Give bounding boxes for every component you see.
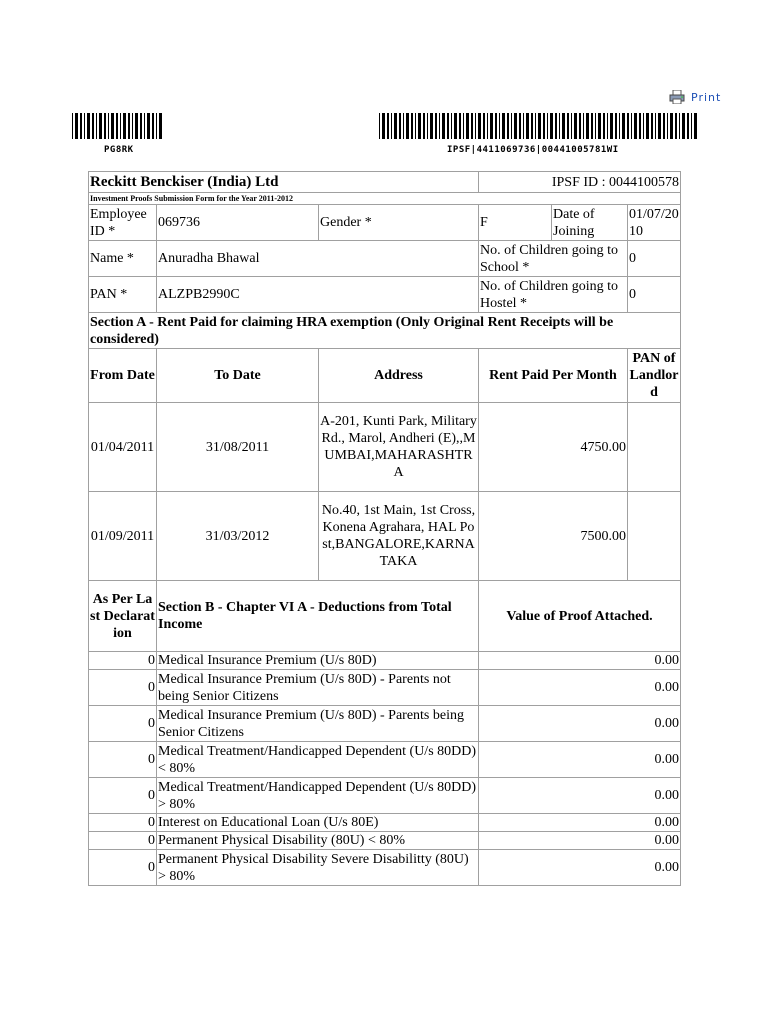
hostel-children-value: 0: [628, 277, 681, 313]
deduction-desc: Medical Treatment/Handicapped Dependent (U/s 80DD) > 80%: [157, 778, 479, 814]
form-title: Investment Proofs Submission Form for the Year 2011-2012: [89, 193, 681, 205]
barcode-left: [72, 113, 162, 139]
gender-value: F: [479, 205, 552, 241]
school-children-label: No. of Children going to School *: [479, 241, 628, 277]
deduction-row: [89, 832, 681, 850]
deduction-desc: Medical Treatment/Handicapped Dependent (U/s 80DD) < 80%: [157, 742, 479, 778]
deduction-last: 0: [89, 670, 157, 706]
rent-to: 31/08/2011: [157, 403, 319, 492]
print-link[interactable]: [669, 90, 721, 104]
deduction-last: 0: [89, 742, 157, 778]
rent-address: No.40, 1st Main, 1st Cross, Konena Agrahara, HAL Post,BANGALORE,KARNATAKA: [319, 492, 479, 581]
print-label: Print: [691, 90, 722, 104]
rent-landlord-pan: [628, 492, 681, 581]
rent-row: [89, 492, 681, 581]
name-value: Anuradha Bhawal: [157, 241, 479, 277]
hostel-children-label: No. of Children going to Hostel *: [479, 277, 628, 313]
deduction-value: 0.00: [479, 670, 681, 706]
header-to-date: To Date: [157, 349, 319, 403]
rent-from: 01/04/2011: [89, 403, 157, 492]
header-proof-value: Value of Proof Attached.: [479, 581, 681, 652]
deduction-value: 0.00: [479, 706, 681, 742]
deduction-row: [89, 814, 681, 832]
deduction-last: 0: [89, 706, 157, 742]
deduction-last: 0: [89, 778, 157, 814]
barcode-right: [379, 113, 697, 139]
deduction-value: 0.00: [479, 778, 681, 814]
deduction-value: 0.00: [479, 652, 681, 670]
deduction-row: [89, 652, 681, 670]
header-rent: Rent Paid Per Month: [479, 349, 628, 403]
deduction-value: 0.00: [479, 814, 681, 832]
name-label: Name *: [89, 241, 157, 277]
gender-label: Gender *: [319, 205, 479, 241]
deduction-desc: Permanent Physical Disability Severe Disabilitty (80U) > 80%: [157, 850, 479, 886]
pan-value: ALZPB2990C: [157, 277, 479, 313]
deduction-desc: Permanent Physical Disability (80U) < 80%: [157, 832, 479, 850]
deduction-row: [89, 670, 681, 706]
deduction-desc: Medical Insurance Premium (U/s 80D) - Parents being Senior Citizens: [157, 706, 479, 742]
deduction-desc: Interest on Educational Loan (U/s 80E): [157, 814, 479, 832]
deduction-value: 0.00: [479, 850, 681, 886]
investment-proofs-form: [88, 171, 681, 886]
rent-amount: 7500.00: [479, 492, 628, 581]
section-b-title: Section B - Chapter VI A - Deductions from Total Income: [157, 581, 479, 652]
deduction-desc: Medical Insurance Premium (U/s 80D): [157, 652, 479, 670]
deduction-row: [89, 850, 681, 886]
deduction-desc: Medical Insurance Premium (U/s 80D) - Parents not being Senior Citizens: [157, 670, 479, 706]
header-landlord-pan: PAN of Landlord: [628, 349, 681, 403]
deduction-last: 0: [89, 814, 157, 832]
deduction-last: 0: [89, 832, 157, 850]
deduction-row: [89, 778, 681, 814]
rent-row: [89, 403, 681, 492]
deduction-value: 0.00: [479, 742, 681, 778]
rent-to: 31/03/2012: [157, 492, 319, 581]
barcode-right-label: IPSF|4411069736|00441005781WI: [447, 145, 619, 155]
ipsf-id: IPSF ID : 0044100578: [479, 172, 681, 193]
deduction-last: 0: [89, 850, 157, 886]
deduction-value: 0.00: [479, 832, 681, 850]
header-from-date: From Date: [89, 349, 157, 403]
deduction-last: 0: [89, 652, 157, 670]
company-name: Reckitt Benckiser (India) Ltd: [89, 172, 479, 193]
deduction-row: [89, 706, 681, 742]
rent-address: A-201, Kunti Park, Military Rd., Marol, Andheri (E),,MUMBAI,MAHARASHTRA: [319, 403, 479, 492]
printer-icon: [669, 90, 685, 104]
barcode-left-label: PG8RK: [104, 145, 134, 155]
deduction-row: [89, 742, 681, 778]
header-last-declaration: As Per Last Declaration: [89, 581, 157, 652]
pan-label: PAN *: [89, 277, 157, 313]
section-a-title: Section A - Rent Paid for claiming HRA exemption (Only Original Rent Receipts will be considered): [89, 313, 681, 349]
employee-id-label: Employee ID *: [89, 205, 157, 241]
header-address: Address: [319, 349, 479, 403]
school-children-value: 0: [628, 241, 681, 277]
rent-amount: 4750.00: [479, 403, 628, 492]
doj-value: 01/07/2010: [629, 206, 679, 239]
doj-label: Date of Joining: [552, 205, 628, 241]
employee-id-value: 069736: [157, 205, 319, 241]
rent-landlord-pan: [628, 403, 681, 492]
rent-from: 01/09/2011: [89, 492, 157, 581]
